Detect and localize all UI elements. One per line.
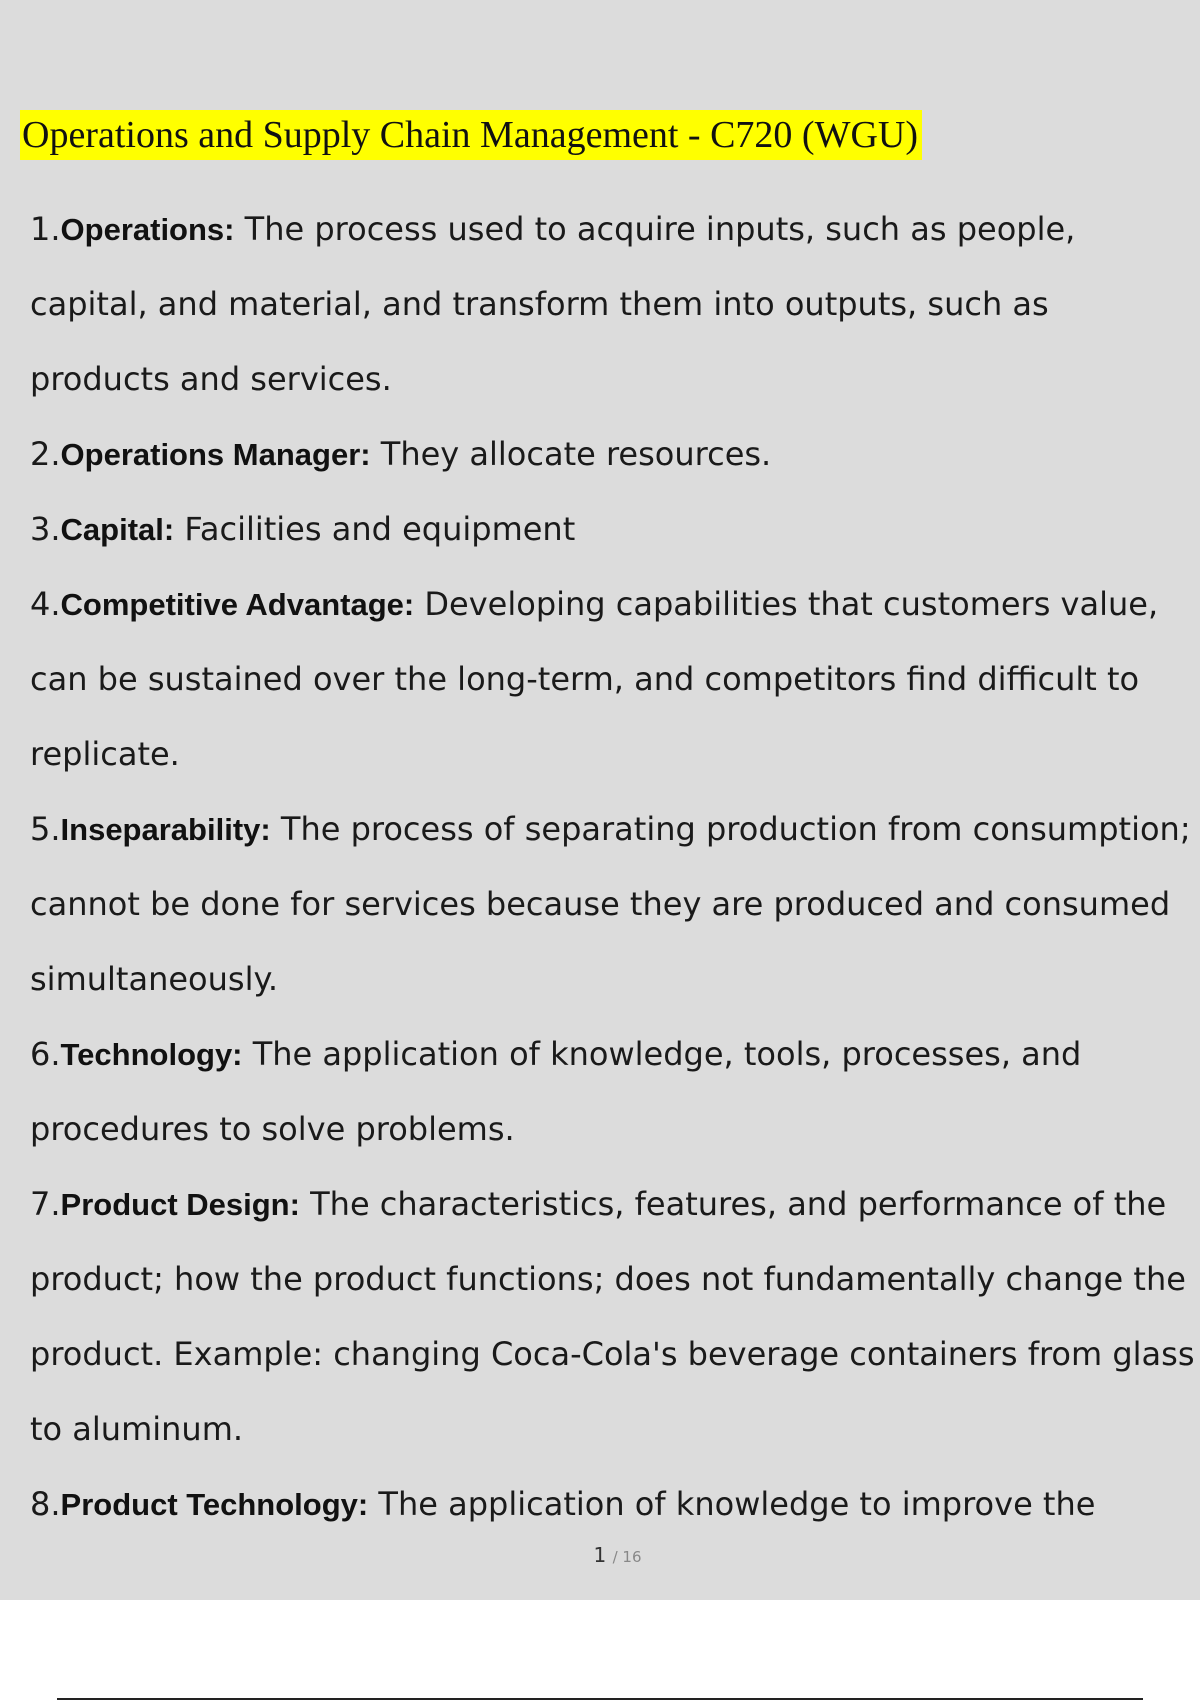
term-definition: Developing capabilities that customers value, can be sustained over the long-term, and competitors find difficult to replicate. <box>30 585 1159 773</box>
term-number: 4. <box>30 585 61 623</box>
term-definition: Facilities and equipment <box>174 510 576 548</box>
term-name: Inseparability: <box>60 812 271 847</box>
term-definition: They allocate resources. <box>370 435 772 473</box>
term-definition: The application of knowledge, tools, processes, and procedures to solve problems. <box>30 1035 1082 1148</box>
term-name: Capital: <box>60 512 175 547</box>
term-name: Technology: <box>60 1037 243 1072</box>
term-item <box>30 1467 1195 1542</box>
term-name: Product Technology: <box>60 1487 369 1522</box>
term-definition: The process of separating production from consumption; cannot be done for services because they are produced and consumed simultaneously. <box>30 810 1191 998</box>
term-name: Operations: <box>60 212 235 247</box>
term-definition: The characteristics, features, and performance of the product; how the product functions; does not fundamentally change the product. Example: changing Coca-Cola's beverage containers from glass to aluminum. <box>30 1185 1195 1448</box>
term-number: 7. <box>30 1185 61 1223</box>
term-definition: The application of knowledge to improve the <box>368 1485 1096 1523</box>
term-name: Product Design: <box>60 1187 300 1222</box>
term-item <box>30 417 1195 492</box>
term-number: 2. <box>30 435 61 473</box>
total-pages: / 16 <box>612 1548 642 1566</box>
term-number: 8. <box>30 1485 61 1523</box>
term-item <box>30 492 1195 567</box>
term-item <box>30 792 1195 1017</box>
term-definition: The process used to acquire inputs, such as people, capital, and material, and transform them into outputs, such as products and services. <box>30 210 1076 398</box>
term-number: 5. <box>30 810 61 848</box>
term-number: 1. <box>30 210 61 248</box>
term-item <box>30 567 1195 792</box>
term-list <box>30 192 1195 1542</box>
page-counter <box>0 1540 1200 1572</box>
term-item <box>30 192 1195 417</box>
current-page-number: 1 <box>593 1543 607 1567</box>
term-item <box>30 1167 1195 1467</box>
document-title: Operations and Supply Chain Management - C720 (WGU) <box>20 110 922 160</box>
term-name: Competitive Advantage: <box>60 587 415 622</box>
term-name: Operations Manager: <box>60 437 371 472</box>
term-number: 3. <box>30 510 61 548</box>
term-item <box>30 1017 1195 1167</box>
term-number: 6. <box>30 1035 61 1073</box>
